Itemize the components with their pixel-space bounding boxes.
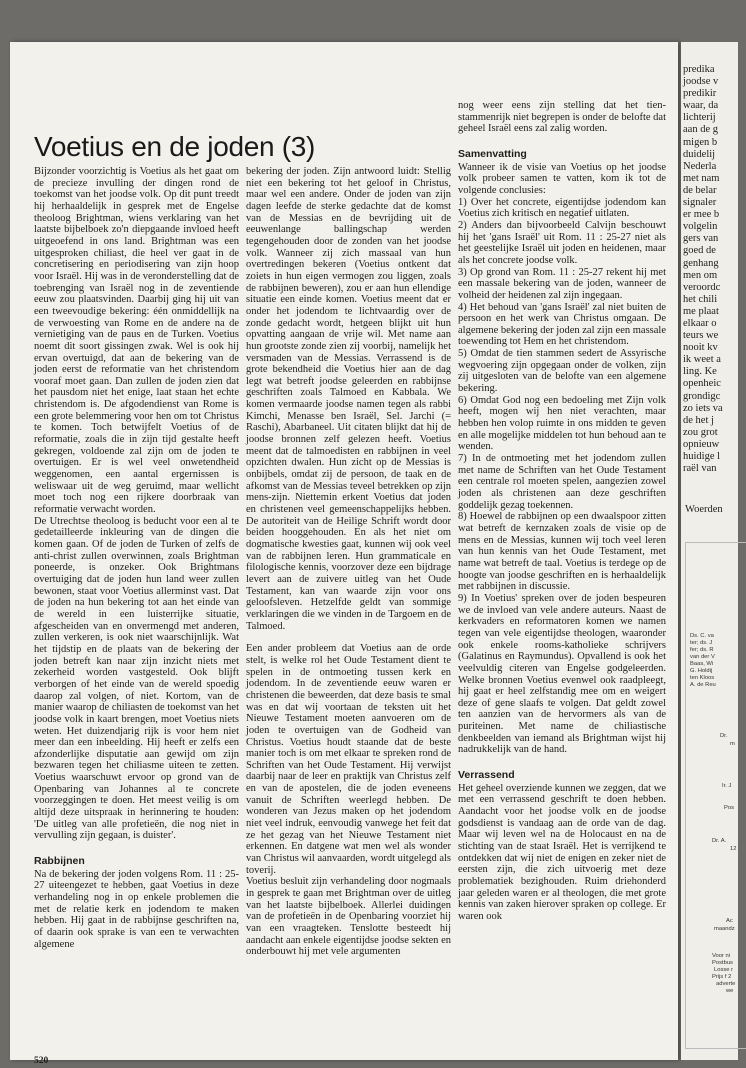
colophon-line: Ir. J	[722, 783, 732, 789]
colophon-line: ten Kloos	[690, 675, 715, 681]
facing-page-line: het chili	[683, 293, 718, 305]
facing-page-line: raël van	[683, 463, 717, 475]
facing-page-line: me plaat	[683, 305, 719, 317]
summary-point: 2) Anders dan bijvoorbeeld Calvijn beschouwt hij het 'gans Israël' uit Rom. 11 : 25-27 niet als het geestelijke Israël uit joden en heidenen, maar als het concrete joodse volk.	[458, 219, 666, 266]
article-column-1	[34, 166, 239, 950]
facing-page-text	[683, 64, 743, 475]
section-heading-rabbijnen: Rabbijnen	[34, 855, 85, 868]
colophon-line: adverte	[716, 981, 736, 987]
section-heading-verrassend: Verrassend	[458, 769, 515, 782]
facing-page-line: goed de	[683, 245, 716, 257]
summary-point: 9) In Voetius' spreken over de joden bespeuren we de invloed van vele andere auteurs. Naast de kerkvaders en reformatoren komen we namen tegen van vele eigentijdse theologen, waaronder ook enkele rooms-katholieke schrijvers (Galatinus en Raymundus). Opvallend is ook het veelvuldig citeren van Engelse godgeleerden. Welke bronnen Voetius evenwel ook raadpleegt, hij gaat er heel zelfstandig mee om en weigert deze of gene slaafs te volgen. Dat geldt zowel ten aanzien van de hervormers als van de puriteinen. Met name de chiliastische denkbeelden van iemand als Brightman wijst hij nadrukkelijk van de hand.	[458, 592, 666, 756]
colophon-line: Pos	[724, 805, 734, 811]
paragraph: Het geheel overziende kunnen we zeggen, dat we met een verrassend geschrift te doen hebben. Aandacht voor het joodse volk en de joodse godsdienst is vandaag aan de orde van de dag. Maar wij leven wel na de Holocaust en na de stichting van de staat Israël. Het is verrijkend te ontdekken dat wij niet de enigen en zeker niet de eersten zijn, die zich uitvoerig met deze problematiek bezighouden. Ruim driehonderd jaar geleden waren er al theologen, die met grote kennis van zaken hierover spraken op college. Er waren ook	[458, 782, 666, 922]
summary-point: 3) Op grond van Rom. 11 : 25-27 rekent hij met een massale bekering van de joden, wanneer de volheid der heidenen zal zijn ingegaan.	[458, 266, 666, 301]
facing-page-line: opnieuw	[683, 438, 720, 450]
colophon-line: Baas, Wi	[690, 661, 714, 667]
facing-page-line: Nederla	[683, 160, 717, 172]
colophon-line: A. de Reu	[690, 682, 716, 688]
colophon-line: Ds. C. va	[690, 633, 714, 639]
paragraph: Na de bekering der joden volgens Rom. 11 : 25-27 uiteengezet te hebben, gaat Voetius in deze verhandeling nog in op enkele problemen die met de relatie kerk en jodendom te maken hebben. Hij gaat in de rabbijnse geschriften na, of daarin ook sprake is van een te verwachten algemene	[34, 868, 239, 950]
colophon-line: m	[730, 741, 735, 747]
facing-page-line: volgelin	[683, 221, 718, 233]
colophon-line: fer; ds. R	[690, 647, 714, 653]
facing-page-line: zou grot	[683, 426, 718, 438]
facing-page-signature: Woerden	[685, 504, 723, 515]
facing-page-line: ling. Ke	[683, 366, 717, 378]
article-column-2	[246, 166, 451, 958]
colophon-line: van der V	[690, 654, 715, 660]
summary-point: 6) Omdat God nog een bedoeling met Zijn volk heeft, mogen wij hen niet verachten, maar hebben hen volop ruimte in ons midden te geven en alle mogelijke middelen tot hun behoud aan te wenden.	[458, 394, 666, 453]
facing-page-line: predikir	[683, 88, 717, 100]
colophon-line: Ac	[726, 918, 733, 924]
article-column-3	[458, 100, 666, 923]
paragraph: nog weer eens zijn stelling dat het tien-stammenrijk niet begrepen is onder de belofte dat geheel Israël eens zal zalig worden.	[458, 100, 666, 135]
facing-page-line: teurs we	[683, 330, 719, 342]
paragraph: Bijzonder voorzichtig is Voetius als het gaat om de precieze invulling der dingen rond de toekomst van het joodse volk. Op dit punt treedt hij herhaaldelijk in gesprek met de Engelse theoloog Brightman, wiens verklaring van het laatste bijbelboek zo'n diepgaande invloed heeft uitgeoefend in ons land. Brightman was een uitgesproken chiliast, die heel ver gaat in de concretisering en periodisering van zijn hoop voor Israël. Hij was in de veronderstelling dat de toebrenging van Israël nog in de zeventiende eeuw zou plaatsvinden. Daarbij ging hij uit van een tweevoudige bekering: één onmiddellijk na de verwoesting van Rome en de andere na de vernietiging van de paus en de Turken. Voetius noemt dit soort gissingen zwak. Wel is ook hij ervan overtuigd, dat aan de bekering van de joden eerst de reformatie van het christendom vooraf moet gaan. Dan zullen de joden zien dat het pausdom niet het enige, laat staan het echte christendom is. De afgodendienst van Rome is een grote belemmering voor hen om tot Christus te komen. Toch betwijfelt Voetius of de reformatie, zoals die in zijn tijd gestalte heeft gekregen, voldoende zal zijn om de joden te overtuigen. Er is wel veel onwetendheid weggenomen, een aantal ergernissen is weliswaar uit de weg geruimd, maar wellicht moet toch nog een rijkere doorbraak van reformatie verwacht worden.	[34, 166, 239, 516]
facing-page-line: met nam	[683, 172, 720, 184]
facing-page-line: zo iets va	[683, 402, 723, 414]
colophon-line: Dr. A.	[712, 838, 727, 844]
colophon-line: maandz	[714, 926, 735, 932]
facing-page-line: predika	[683, 64, 715, 75]
summary-point: 7) In de ontmoeting met het jodendom zullen met name de Schriften van het Oude Testament een centrale rol moeten spelen, aangezien zowel joden als christenen aan deze geschriften goddelijk gezag toekennen.	[458, 453, 666, 511]
article-title: Voetius en de joden (3)	[34, 131, 316, 162]
facing-page-line: men om	[683, 269, 718, 281]
colophon-line: Losse r	[714, 967, 734, 973]
facing-page-line: waar, da	[683, 100, 719, 112]
facing-page-line: de belar	[683, 184, 717, 196]
facing-page-line: lichterij	[683, 112, 716, 124]
facing-page-line: huidige l	[683, 451, 721, 462]
summary-point: 1) Over het concrete, eigentijdse jodendom kan Voetius zich kritisch en negatief uitlaten.	[458, 196, 666, 220]
paragraph: Wanneer ik de visie van Voetius op het joodse volk probeer samen te vatten, kom ik tot de volgende conclusies:	[458, 161, 666, 196]
facing-page-line: veroordc	[683, 281, 721, 293]
colophon-box	[685, 542, 746, 1049]
facing-page-line: duidelij	[683, 148, 716, 160]
facing-page-line: openheic	[683, 378, 721, 390]
facing-page-line: genhang	[683, 257, 719, 269]
colophon-line: ter; ds. J	[690, 640, 713, 646]
summary-point: 8) Hoewel de rabbijnen op een dwaalspoor zitten wat betreft de kernzaken zoals de visie op de mens en de Messias, kunnen wij toch veel leren van hun kennis van het Oude Testament, met name wat betreft de taal. Voetius is terdege op de hoogte van joodse geschriften en is herhaaldelijk met rabbijnen in discussie.	[458, 511, 666, 593]
colophon-line: Voor ni	[712, 953, 731, 959]
facing-page-line: ik weet a	[683, 354, 721, 366]
paragraph: Een ander probleem dat Voetius aan de orde stelt, is welke rol het Oude Testament dient te spelen in de ontmoeting tussen kerk en jodendom. In de zeventiende eeuw waren er christenen die beweerden, dat deze basis te smal was en dat wij voortaan de teksten uit het Nieuwe Testament moeten aanvoeren om de joden te overtuigen van de Godheid van Christus. Voetius houdt staande dat de beste manier toch is om met elkaar te spreken rond de Schriften van het Oude Testament. Hij verwijst daarbij naar de leer en praktijk van Christus zelf en van de apostelen, die de joden eveneens vanuit de Schriften weerlegd hebben. De wonderen van Jezus maken op het jodendom niet veel indruk, eenvoudig vanwege het feit dat ze het gezag van het Nieuwe Testament niet erkennen. En datgene wat men wel als wonder van Christus wil aanvaarden, wordt uitgelegd als toverij.	[246, 643, 451, 876]
facing-page-line: nooit kv	[683, 342, 718, 354]
facing-page-line: elkaar o	[683, 317, 717, 329]
colophon-line: we	[726, 988, 734, 994]
facing-page-line: er mee b	[683, 209, 720, 221]
facing-page	[681, 42, 738, 1060]
colophon-line: G. Holdij	[690, 668, 713, 674]
colophon-line: Dr.	[720, 733, 728, 739]
facing-page-line: aan de g	[683, 124, 718, 136]
facing-page-line: gers van	[683, 233, 719, 245]
paragraph: De Utrechtse theoloog is beducht voor een al te gedetailleerde inkleuring van de dingen die komen gaan. Of de joden de Turken of zelfs de anti-christ zullen overwinnen, zoals Brightman poneerde, is onzeker. Ook Brightmans overtuiging dat de joden hun land weer zullen bewonen, staat voor Voetius allerminst vast. Dat de joden na hun bekering tot aan het einde van de wereld in een luisterrijke situatie, afgescheiden van en onvermengd met anderen, zullen verkeren, is ook niet waarschijnlijk. Wat het tijdstip en de plaats van de bekering der joden betreft kan naar zijn inzicht niets met zekerheid worden vastgesteld. Ook blijft verborgen of het einde van de wereld spoedig daarop zal volgen, of niet. Kortom, van de manier waarop de chiliasten de toekomst van het joodse volk in kaart brengen, moet Voetius niets weten. Het duizendjarig rijk is voor hem niet meer dan een inbeelding. Hij heeft er zelfs een afzonderlijke disputatie aan gewijd om zijn bezwaren tegen het chiliasme uiteen te zetten. Voetius waarschuwt ervoor op grond van de Openbaring van Johannes al te concrete voorzeggingen te doen. Het meest veilig is om altijd deze uitspraak in herinnering te houden: 'De uitleg van alle profetieën, die nog niet in vervulling zijn gegaan, is duister'.	[34, 515, 239, 842]
facing-page-line: grondigc	[683, 390, 721, 402]
section-heading-samenvatting: Samenvatting	[458, 147, 527, 160]
colophon-line: Postbus	[712, 960, 733, 966]
facing-page-line: joodse v	[683, 76, 719, 88]
magazine-page	[10, 42, 678, 1066]
facing-page-line: de het j	[683, 414, 714, 426]
summary-point: 4) Het behoud van 'gans Israël' zal niet buiten de persoon en het werk van Christus omgaan. De algemene bekering der joden zal zijn een massale toewending tot Hem en het christendom.	[458, 301, 666, 348]
page-number: 520	[34, 1056, 49, 1066]
facing-page-line: signaler	[683, 197, 717, 209]
summary-point: 5) Omdat de tien stammen sedert de Assyrische wegvoering zijn opgegaan onder de volken, zijn zij uitgesloten van de belofte van een algemene bekering.	[458, 348, 666, 395]
paragraph: Voetius besluit zijn verhandeling door nogmaals in gesprek te gaan met Brightman over de uitleg van het laatste bijbelboek. Allerlei duidingen van de profetieën in de Openbaring voorziet hij van een vraagteken. Tenslotte besteedt hij aandacht aan enkele eigentijdse joodse sekten en onderbouwt hij met vele argumenten	[246, 876, 451, 958]
colophon-line: 12	[730, 846, 737, 852]
paragraph: bekering der joden. Zijn antwoord luidt: Stellig niet een bekering tot het geloof in Christus, maar wel een andere. Onder de joden van zijn dagen leefde de sterke gedachte dat de komst van de Messias en de bevrijding uit de eeuwenlange ballingschap werden tegengehouden door de zonden van het joodse volk. Wanneer zij zich massaal van hun overtredingen bekeren (Voetius ontkent dat zoiets in hun eigen vermogen zou liggen, zoals de rabbijnen beweren), zou er aan hun ellendige situatie een einde komen. Voetius meent dat er onder het jodendom te lichtvaardig over de zonde gedacht wordt, hetgeen blijkt uit hun opvatting aangaan de vrije wil. Met name aan hun grootste zonde zien zij voorbij, namelijk het versmaden van de Messias. Verrassend is de grote bekendheid die Voetius hier aan de dag legt wat betreft joodse geleerden en rabbijnse geschriften zoals Talmoed en Kabbala. We komen vermaarde joodse namen tegen als rabbi Kimchi, Menasse ben Israël, Sel. Jarchi (= Raschi), Abarbaneel. Uit citaten blijkt dat hij de joodse bronnen zelf gelezen heeft. Voetius meent dat de talmoedisten en rabbijnen in veel opzichten dwalen. Hun zicht op de Messias is onbijbels, omdat zij de persoon, de taak en de afkomst van de Messias teveel betrekken op zijn mens-zijn. Niettemin erkent Voetius dat joden en christenen veel gemeenschappelijks hebben. De autoriteit van de Heilige Schrift wordt door beiden hooggehouden. En als het niet om dogmatische kwesties gaat, kunnen wij ook veel van de rabbijnen leren. Hun grammaticale en filologische kennis, voorzover deze een bijdrage levert aan de zuivere uitleg van het Oude Testament, kan van waarde zijn voor ons geloofsleven. Hetzelfde geldt van sommige verklaringen die we vinden in de Targoem en de Talmoed.	[246, 166, 451, 632]
colophon-line: Prijs f 2	[712, 974, 732, 980]
facing-page-line: migen b	[683, 136, 718, 148]
